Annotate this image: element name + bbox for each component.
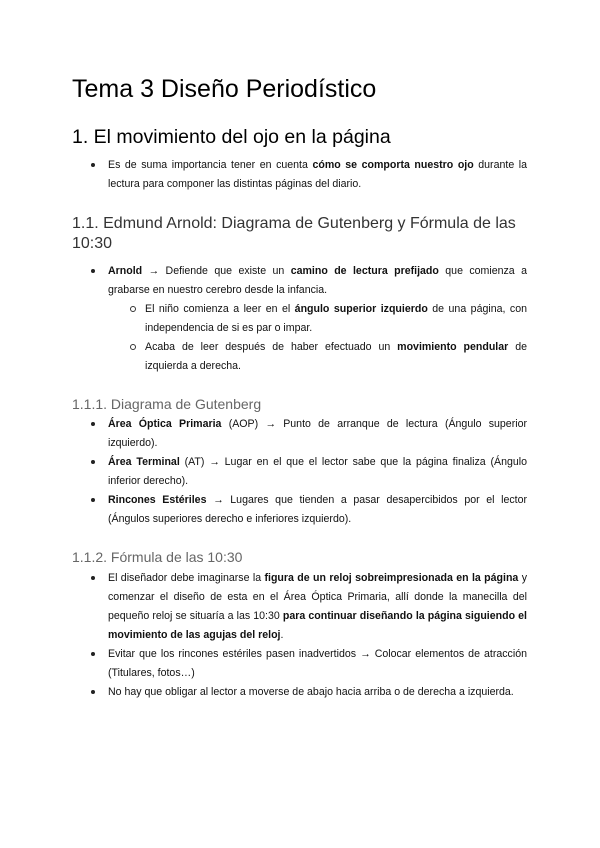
list-gutenberg — [108, 415, 527, 529]
document-title: Tema 3 Diseño Periodístico — [72, 75, 377, 103]
sublist-arnold — [145, 300, 527, 376]
list-item: Área Terminal (AT) → Lugar en el que el lector sabe que la página finaliza (Ángulo inferior derecho). — [108, 453, 527, 491]
list-item: Evitar que los rincones estériles pasen inadvertidos → Colocar elementos de atracción (Titulares, fotos…) — [108, 645, 527, 683]
heading-section-1-1: 1.1. Edmund Arnold: Diagrama de Gutenberg y Fórmula de las 10:30 — [72, 215, 516, 252]
sublist-item: El niño comienza a leer en el ángulo superior izquierdo de una página, con independencia de si es par o impar. — [145, 300, 527, 338]
list-item: El diseñador debe imaginarse la figura de un reloj sobreimpresionada en la página y comenzar el diseño de esta en el Área Óptica Primaria, allí donde la manecilla del pequeño reloj se situaría a las 10:30 para continuar diseñando la página siguiendo el movimiento de las agujas del reloj. — [108, 569, 527, 645]
heading-section-1-1-1: 1.1.1. Diagrama de Gutenberg — [72, 396, 262, 412]
sublist-item: Acaba de leer después de haber efectuado un movimiento pendular de izquierda a derecha. — [145, 338, 527, 376]
list-item: No hay que obligar al lector a moverse de abajo hacia arriba o de derecha a izquierda. — [108, 683, 527, 702]
list-item: Rincones Estériles → Lugares que tienden a pasar desapercibidos por el lector (Ángulos superiores derecho e inferiores izquierdo). — [108, 491, 527, 529]
heading-section-1-1-2: 1.1.2. Fórmula de las 10:30 — [72, 549, 243, 565]
list-item: Arnold → Defiende que existe un camino de lectura prefijado que comienza a grabarse en nuestro cerebro desde la infancia. — [108, 262, 527, 300]
list-item: Área Óptica Primaria (AOP) → Punto de arranque de lectura (Ángulo superior izquierdo). — [108, 415, 527, 453]
heading-section-1: 1. El movimiento del ojo en la página — [72, 126, 391, 148]
list-formula — [108, 569, 527, 702]
list-section-1 — [108, 156, 527, 194]
list-arnold — [108, 262, 527, 300]
list-item: Es de suma importancia tener en cuenta cómo se comporta nuestro ojo durante la lectura para componer las distintas páginas del diario. — [108, 156, 527, 194]
